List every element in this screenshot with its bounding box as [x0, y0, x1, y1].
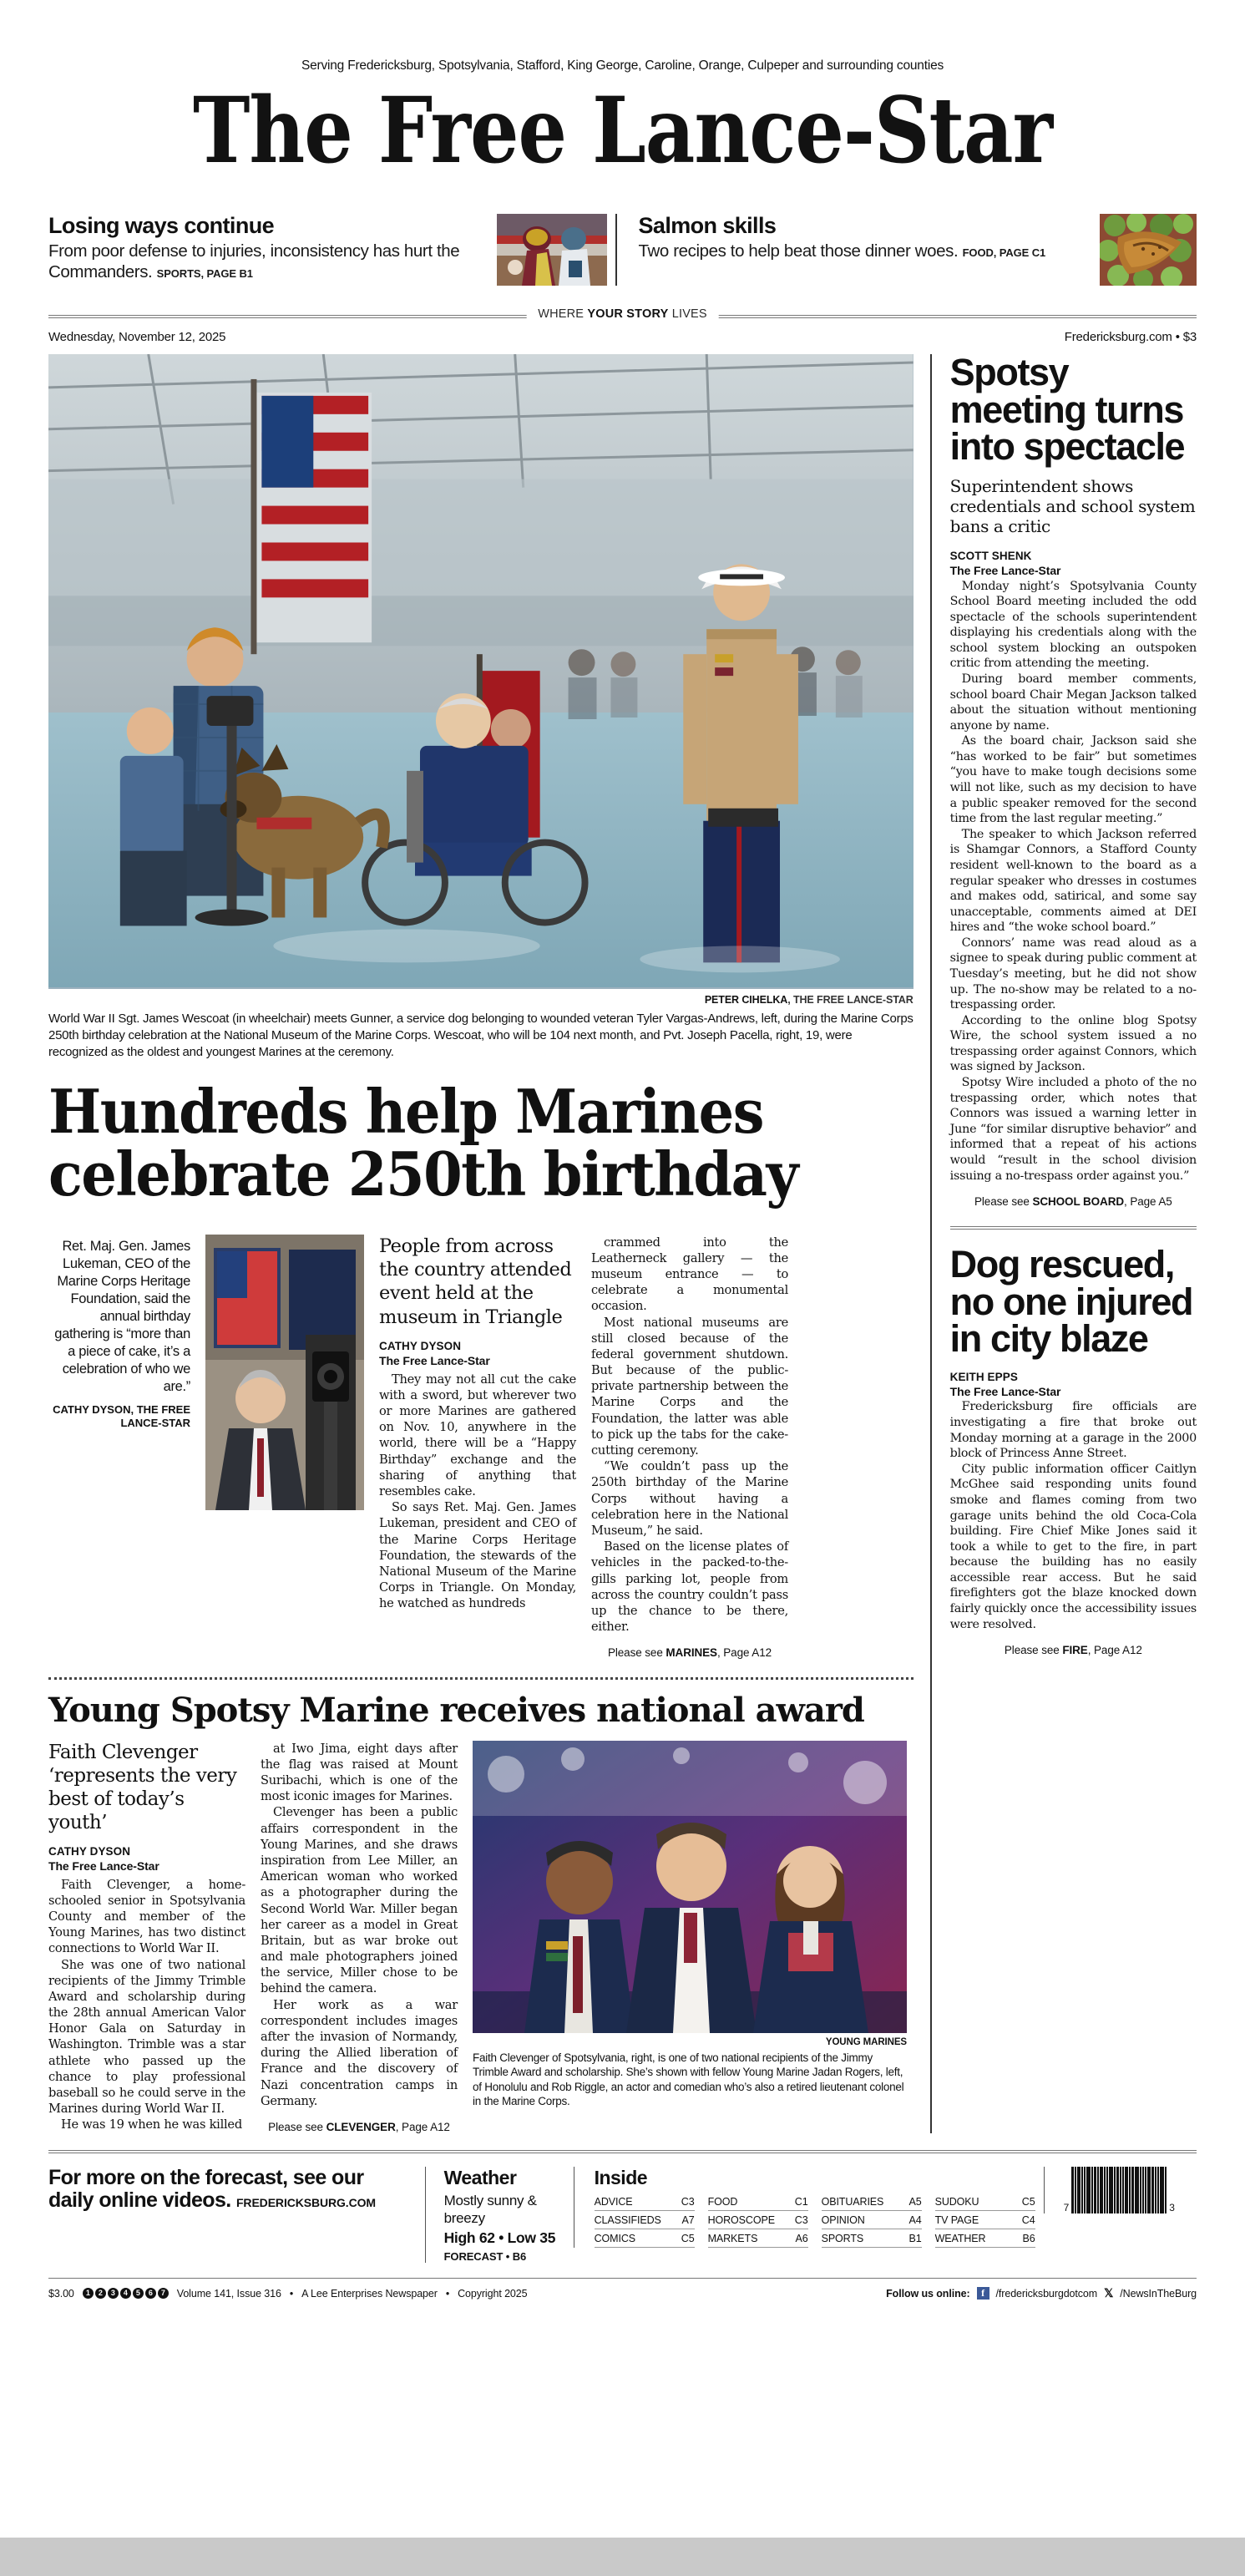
index-row[interactable]	[595, 2193, 695, 2211]
paragraph: According to the online blog Spotsy Wire, the school system issued a no trespassing order against Connors, which was signed by Jackson.	[949, 1013, 1197, 1074]
index-section: ADVICE	[594, 2195, 633, 2208]
index-page: A7	[681, 2213, 695, 2226]
weather-description: Mostly sunny & breezy	[443, 2192, 537, 2227]
ysm-byline	[48, 1844, 245, 1874]
byline-author: SCOTT SHENK	[949, 549, 1032, 562]
twitter-handle[interactable]: /NewsInTheBurg	[1120, 2287, 1197, 2300]
edition-dot: 3	[108, 2288, 119, 2299]
index-page: B6	[1022, 2232, 1035, 2244]
newsstand-price: $3.00	[48, 2287, 74, 2300]
facebook-icon[interactable]: f	[977, 2287, 989, 2300]
edition-dot: 1	[83, 2288, 94, 2299]
tagline-pre: WHERE	[538, 307, 588, 321]
ysm-text-col1	[48, 1877, 245, 2133]
lead-photo	[48, 354, 914, 989]
pull-quote	[48, 1235, 190, 1430]
index-row[interactable]	[595, 2211, 695, 2229]
byline-author: CATHY DYSON	[48, 1844, 131, 1858]
index-page: A6	[795, 2232, 808, 2244]
paragraph: Based on the license plates of vehicles in the packed-to-the-gills parking lot, people from across the country couldn’t pass up the chance to be there, either.	[591, 1539, 788, 1635]
ysm-photo-wrap	[473, 1741, 907, 2133]
spotsy-story-text	[950, 579, 1197, 1184]
facebook-handle[interactable]: /fredericksburgdotcom	[995, 2287, 1098, 2300]
ysm-photo-caption: Faith Clevenger of Spotsylvania, right, is one of two national recipients of the Jimmy Trimble Award and scholarship. She’s shown with fellow Young Marine Jadan Rogers, left, of Honolulu and Rob Riggle, an actor and comedian who’s also a retired lieutenant colonel in the Marine Corps.	[473, 2051, 904, 2108]
lead-photo-credit	[48, 994, 914, 1006]
jump-page: , Page A12	[1087, 1644, 1142, 1657]
index-page: C5	[681, 2232, 695, 2244]
index-section: FOOD	[707, 2195, 738, 2208]
main-story-col-1	[379, 1235, 576, 1660]
secondary-photo-block	[48, 1235, 190, 1660]
index-page: B1	[908, 2232, 922, 2244]
ysm-text-col2	[261, 1741, 458, 2109]
byline-organization: The Free Lance-Star	[48, 1859, 159, 1874]
index-row[interactable]	[822, 2211, 922, 2229]
paragraph: Fredericksburg fire officials are investigating a fire that broke out Monday morning at a garage in the 2000 block of Princess Anne Street.	[949, 1400, 1197, 1461]
index-row[interactable]	[935, 2211, 1035, 2229]
volume-issue: Volume 141, Issue 316	[176, 2287, 281, 2300]
edition-dot: 7	[158, 2288, 169, 2299]
index-column	[822, 2193, 922, 2248]
paragraph: Clevenger has been a public affairs correspondent in the Young Marines, and she draws inspiration from Lee Miller, an American woman who worked as a photographer during the Second World War. Miller began her career as a model in Great Britain, but as war broke out and male photographers joined the service, Miller chose to be behind the camera.	[261, 1805, 458, 1996]
footer	[48, 2153, 1197, 2264]
bottom-gray-band	[0, 2538, 1245, 2576]
jump-page: , Page A12	[716, 1646, 772, 1660]
main-story-byline	[379, 1339, 576, 1369]
newspaper-nameplate: The Free Lance-Star	[192, 77, 1053, 184]
index-section: OPINION	[821, 2213, 865, 2226]
edition-dot: 6	[145, 2288, 156, 2299]
byline-author: KEITH EPPS	[949, 1370, 1018, 1383]
index-row[interactable]	[708, 2193, 808, 2211]
jump-prefix: Please see	[268, 2120, 326, 2133]
index-page: C4	[1021, 2213, 1035, 2226]
copyright: Copyright 2025	[458, 2287, 528, 2300]
index-section: CLASSIFIEDS	[594, 2213, 661, 2226]
promo-deck-text: From poor defense to injuries, inconsistency has hurt the Commanders.	[48, 241, 460, 281]
jump-prefix: Please see	[974, 1195, 1033, 1209]
index-page: A5	[908, 2195, 922, 2208]
index-row[interactable]	[708, 2211, 808, 2229]
ysm-jumpline[interactable]	[261, 2121, 458, 2133]
barcode-bars	[1071, 2167, 1167, 2213]
edition-dot: 2	[95, 2288, 106, 2299]
edition-dots	[83, 2288, 169, 2299]
spotsy-story-deck: Superintendent shows credentials and school system bans a critic	[949, 475, 1196, 537]
byline-organization: The Free Lance-Star	[949, 564, 1061, 578]
index-section: HOROSCOPE	[707, 2213, 775, 2226]
index-section: OBITUARIES	[821, 2195, 884, 2208]
edition-dot: 4	[120, 2288, 131, 2299]
where-your-story-lives-rule	[48, 307, 1197, 326]
front-page-grid	[48, 351, 1197, 2133]
paragraph: Most national museums are still closed because of the federal government shutdown. But because of the public-private partnership between the Marine Corps and the Foundation, the latter was able to pick up the tabs for the cake-cutting ceremony.	[591, 1315, 788, 1458]
promo-headline: Losing ways continue	[48, 213, 275, 238]
promo-food[interactable]	[615, 214, 1197, 286]
ysm-col-2	[261, 1741, 458, 2133]
bottom-bar-right	[886, 2286, 1197, 2300]
jump-prefix: Please see	[1004, 1644, 1063, 1657]
ysm-photo	[473, 1741, 907, 2033]
lukeman-photo-wrap	[205, 1235, 364, 1660]
main-story-col-2	[591, 1235, 788, 1660]
paragraph: She was one of two national recipients of the Jimmy Trimble Award and scholarship during the 28th annual American Valor Honor Gala on Saturday in Washington. Trimble was a star athlete who passed up the chance to play professional baseball so he could serve in the Marines during World War II.	[48, 1957, 245, 2117]
spotsy-story-jumpline[interactable]	[950, 1195, 1197, 1208]
paragraph: Faith Clevenger, a home-schooled senior in Spotsylvania County and member of the Young Marines, has two distinct connections to World War II.	[48, 1877, 245, 1956]
paragraph: at Iwo Jima, eight days after the flag was raised at Mount Suribachi, which is one of the most iconic images for Marines.	[261, 1741, 458, 1804]
publication-date: Wednesday, November 12, 2025	[48, 330, 226, 344]
index-section: WEATHER	[934, 2232, 986, 2244]
barcode-left-digit: 7	[1063, 2201, 1070, 2213]
index-page: A4	[908, 2213, 922, 2226]
footer-promo-line1: For more on the forecast, see our	[48, 2165, 364, 2189]
index-columns	[595, 2193, 1035, 2248]
weather-temperatures: High 62 • Low 35	[443, 2229, 556, 2247]
paragraph: crammed into the Leatherneck gallery — the museum entrance — to celebrate a monumental occasion.	[591, 1235, 788, 1314]
photo-credit-org: , THE FREE LANCE-STAR	[787, 994, 914, 1006]
right-column-separator	[950, 1226, 1197, 1230]
paragraph: During board member comments, school board Chair Megan Jackson talked about the situation without mentioning anyone by name.	[949, 672, 1197, 733]
paragraph: Her work as a war correspondent includes images after the invasion of Normandy, during the Allied liberation of France and the discovery of Nazi concentration camps in Germany.	[261, 1997, 458, 2108]
jump-label: FIRE	[1062, 1644, 1088, 1657]
promo-deck	[48, 241, 487, 282]
index-page: C5	[1021, 2195, 1035, 2208]
paragraph: Connors’ name was read aloud as a signee to speak during public comment at Tuesday’s meeting, but he did not show up. The no-show may be related to a no-trespassing order.	[949, 936, 1197, 1012]
promo-page-ref: SPORTS, PAGE B1	[156, 266, 253, 280]
barcode-area	[1044, 2167, 1197, 2213]
index-column	[595, 2193, 695, 2248]
promo-food-image	[1100, 214, 1197, 286]
separator-dot: •	[445, 2287, 450, 2300]
ysm-headline: Young Spotsy Marine receives national award	[48, 1691, 864, 1731]
footer-promo-line2: daily online videos.	[48, 2188, 231, 2213]
index-column	[935, 2193, 1035, 2248]
main-story-body	[48, 1235, 914, 1660]
main-story-text-col2	[591, 1235, 788, 1635]
weather-page-ref: FORECAST • B6	[443, 2250, 527, 2264]
index-row[interactable]	[935, 2193, 1035, 2211]
ysm-grid	[48, 1741, 914, 2133]
ysm-col-1	[48, 1741, 245, 2133]
serving-area-line: Serving Fredericksburg, Spotsylvania, Stafford, King George, Caroline, Orange, Culpeper and surrounding counties	[301, 58, 944, 73]
promo-deck	[639, 241, 1091, 262]
paragraph: They may not all cut the cake with a sword, but wherever two or more Marines are gathered on Nov. 10, anywhere in the world, there will be a “Happy Birthday” exchange and the sharing of anything that resembles cake.	[379, 1372, 576, 1498]
paragraph: So says Ret. Maj. Gen. James Lukeman, president and CEO of the Marine Corps Heritage Foundation, the stewards of the National Museum of the Marine Corps in Triangle. On Monday, he watched as hundreds	[379, 1500, 576, 1611]
promo-deck-text: Two recipes to help beat those dinner woes.	[638, 241, 959, 261]
promo-sports[interactable]	[48, 214, 607, 286]
paragraph: Spotsy Wire included a photo of the no trespassing order, which notes that Connors was issued a warning letter in June “for similar disruptive behavior” and informed that a repeat of his actions would “result in the school division issuing a no-trespass order against you.”	[949, 1076, 1197, 1183]
lead-photo-caption: World War II Sgt. James Wescoat (in wheelchair) meets Gunner, a service dog belonging to wounded veteran Tyler Vargas-Andrews, left, during the Marine Corps 250th birthday celebration at the National Museum of the Marine Corps. Wescoat, who will be 104 next month, and Pvt. Joseph Pacella, right, 19, were recognized as the oldest and youngest Marines at the ceremony.	[48, 1012, 914, 1059]
main-column	[48, 354, 930, 2133]
fire-story-headline: Dog rescued, no one injured in city blaze	[949, 1243, 1193, 1361]
bottom-bar	[48, 2279, 1197, 2300]
index-row[interactable]	[822, 2229, 922, 2248]
index-page: C1	[794, 2195, 808, 2208]
index-page: C3	[794, 2213, 808, 2226]
paragraph: “We couldn’t pass up the 250th birthday of the Marine Corps without having a celebration here in the National Museum,” he said.	[591, 1459, 788, 1538]
index-section: COMICS	[594, 2232, 635, 2244]
index-section: SUDOKU	[934, 2195, 979, 2208]
separator-dot: •	[289, 2287, 294, 2300]
pull-quote-attribution: CATHY DYSON, THE FREE LANCE-STAR	[53, 1402, 190, 1429]
paragraph: City public information officer Caitlyn McGhee said responding units found smoke and flames coming from two garage units behind the old Coca-Cola building. Fire Chief Mike Jones said it took a while to get to the fire, in part because the building has no easily accessible rear access. But he said firefighters got the blaze knocked down fairly quickly once the accessibility issues were resolved.	[949, 1462, 1197, 1631]
jump-label: SCHOOL BOARD	[1032, 1195, 1125, 1209]
x-twitter-icon[interactable]: 𝕏	[1104, 2286, 1114, 2300]
byline-organization: The Free Lance-Star	[379, 1354, 490, 1368]
byline-organization: The Free Lance-Star	[949, 1385, 1061, 1399]
section-divider-dotted	[48, 1677, 914, 1680]
index-row[interactable]	[822, 2193, 922, 2211]
main-story-deck: People from across the country attended event held at the museum in Triangle	[379, 1235, 572, 1328]
fire-story-byline	[950, 1370, 1197, 1400]
right-column	[930, 351, 1197, 2133]
index-section: MARKETS	[707, 2232, 758, 2244]
jump-page: , Page A5	[1124, 1195, 1172, 1209]
jump-page: , Page A12	[395, 2120, 450, 2133]
ysm-photo-credit: YOUNG MARINES	[825, 2036, 907, 2047]
tagline	[526, 307, 719, 321]
index-row[interactable]	[595, 2229, 695, 2248]
follow-us-label: Follow us online:	[886, 2287, 970, 2300]
inside-title: Inside	[594, 2166, 648, 2188]
edition-dot: 5	[133, 2288, 144, 2299]
promo-sports-image	[497, 214, 607, 286]
ysm-deck: Faith Clevenger ‘represents the very best of today’s youth’	[48, 1741, 237, 1833]
main-story-jumpline[interactable]	[591, 1646, 788, 1659]
main-headline: Hundreds help Marines celebrate 250th birthday	[48, 1075, 797, 1209]
website-and-price: Fredericksburg.com • $3	[1064, 330, 1197, 344]
footer-weather[interactable]	[425, 2167, 569, 2264]
lukeman-photo	[205, 1235, 364, 1510]
barcode-right-digit: 3	[1169, 2201, 1175, 2213]
jump-label: MARINES	[666, 1646, 717, 1660]
byline-author: CATHY DYSON	[379, 1339, 462, 1352]
fire-story-jumpline[interactable]	[950, 1644, 1197, 1656]
main-story-text-col1	[379, 1372, 576, 1612]
dateline-bar	[48, 326, 1197, 344]
paragraph: Monday night’s Spotsylvania County School Board meeting included the odd spectacle of the schools superintendent displaying his credentials along with the school system blocking an outspoken critic from attending the meeting.	[949, 579, 1197, 671]
spotsy-story-byline	[950, 549, 1197, 579]
jump-label: CLEVENGER	[326, 2120, 396, 2133]
bottom-bar-left	[48, 2288, 527, 2300]
tagline-post: LIVES	[668, 307, 707, 321]
spotsy-story-headline: Spotsy meeting turns into spectacle	[949, 351, 1185, 469]
footer-video-promo[interactable]	[48, 2167, 425, 2213]
index-column	[708, 2193, 808, 2248]
footer-index	[574, 2167, 1035, 2248]
index-row[interactable]	[935, 2229, 1035, 2248]
jump-prefix: Please see	[607, 1646, 666, 1660]
photographer-name: PETER CIHELKA	[704, 994, 788, 1006]
paragraph: The speaker to which Jackson referred is Shamgar Connors, a Stafford County resident well-known to the board as a regular speaker who dresses in costumes and makes odd, satirical, and some say unacceptable, comments aimed at DEI hires and “the woke school board.”	[949, 827, 1197, 935]
footer-promo-url[interactable]: FREDERICKSBURG.COM	[235, 2196, 376, 2210]
tagline-bold: YOUR STORY	[587, 307, 669, 321]
index-page: C3	[681, 2195, 695, 2208]
index-row[interactable]	[708, 2229, 808, 2248]
index-section: TV PAGE	[934, 2213, 979, 2226]
promo-headline: Salmon skills	[638, 213, 777, 238]
fire-story-text	[950, 1399, 1197, 1632]
weather-title: Weather	[443, 2166, 517, 2188]
index-section: SPORTS	[821, 2232, 864, 2244]
paragraph: He was 19 when he was killed	[61, 2117, 242, 2132]
promo-strip	[48, 214, 1197, 286]
paragraph: As the board chair, Jackson said she “has worked to be fair” but sometimes “you have to make tough decisions some will not like, such as my decision to have a public speaker removed for the second time from the last regular meeting.”	[949, 734, 1197, 826]
company-name: A Lee Enterprises Newspaper	[301, 2287, 438, 2300]
pull-quote-text: Ret. Maj. Gen. James Lukeman, CEO of the Marine Corps Heritage Foundation, said the annual birthday gathering is “more than a piece of cake, it’s a celebration of who we are.”	[54, 1238, 190, 1395]
footer-promo-headline	[48, 2167, 408, 2213]
promo-page-ref: FOOD, PAGE C1	[962, 246, 1046, 260]
